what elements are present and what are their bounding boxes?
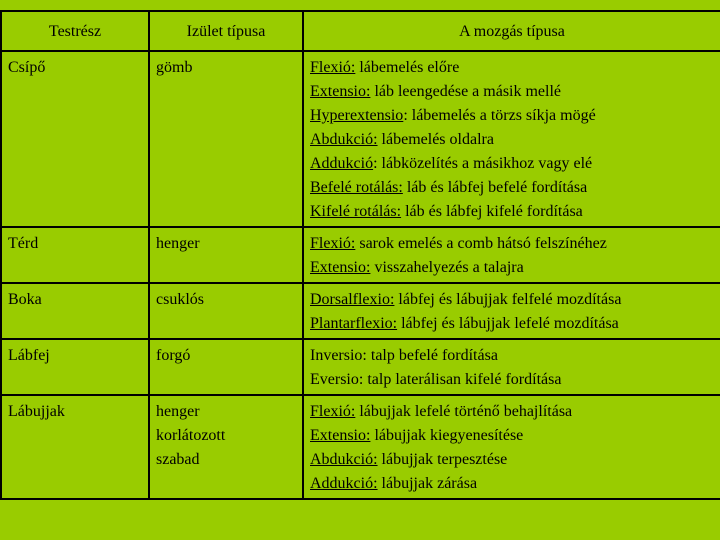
body-part-cell: Térd	[1, 227, 149, 283]
movement-line	[310, 128, 714, 152]
movement-term: Flexió:	[310, 403, 356, 420]
movement-line	[310, 200, 714, 224]
movement-description: lábfej és lábujjak felfelé mozdítása	[394, 291, 622, 308]
joint-type-line: korlátozott	[156, 427, 226, 444]
table-row	[1, 51, 720, 227]
movement-description: sarok emelés a comb hátsó felszínéhez	[355, 235, 607, 252]
movement-term: Addukció:	[310, 475, 378, 492]
table-row	[1, 395, 720, 499]
header-row	[1, 11, 720, 51]
table-row	[1, 339, 720, 395]
movement-line	[310, 152, 714, 176]
movement-line	[310, 344, 714, 368]
movement-description: lábujjak terpesztése	[377, 451, 508, 468]
movement-description: Inversio: talp befelé fordítása	[310, 347, 498, 364]
movement-line	[310, 448, 714, 472]
table-row	[1, 227, 720, 283]
movement-term: Kifelé rotálás:	[310, 203, 402, 220]
movement-line	[310, 56, 714, 80]
movement-description: : lábközelítés a másikhoz vagy elé	[373, 155, 593, 172]
movement-cell	[303, 227, 720, 283]
header-movement-type: A mozgás típusa	[303, 11, 720, 51]
movement-term: Extensio:	[310, 259, 371, 276]
movement-description: lábujjak kiegyenesítése	[370, 427, 524, 444]
movement-cell	[303, 51, 720, 227]
movement-line	[310, 368, 714, 392]
movement-line	[310, 256, 714, 280]
joint-type-cell	[149, 395, 303, 499]
movement-line	[310, 104, 714, 128]
joint-type-line: csuklós	[156, 291, 204, 308]
joint-type-line: henger	[156, 403, 200, 420]
movement-line	[310, 176, 714, 200]
movement-line	[310, 288, 714, 312]
movement-line	[310, 424, 714, 448]
body-part-cell: Lábfej	[1, 339, 149, 395]
movement-cell	[303, 283, 720, 339]
movement-term: Addukció	[310, 155, 374, 172]
movement-description: láb és lábfej befelé fordítása	[402, 179, 588, 196]
joint-type-line: gömb	[156, 59, 193, 76]
movement-term: Extensio:	[310, 83, 371, 100]
movement-term: Extensio:	[310, 427, 371, 444]
movement-description: lábemelés oldalra	[377, 131, 494, 148]
movement-term: Plantarflexio:	[310, 315, 398, 332]
joint-type-cell	[149, 51, 303, 227]
movement-line	[310, 232, 714, 256]
body-part-cell: Csípő	[1, 51, 149, 227]
movement-cell	[303, 339, 720, 395]
movement-line	[310, 80, 714, 104]
movement-description: lábfej és lábujjak lefelé mozdítása	[397, 315, 619, 332]
movement-description: lábujjak lefelé történő behajlítása	[355, 403, 573, 420]
body-part-cell: Boka	[1, 283, 149, 339]
movement-term: Befelé rotálás:	[310, 179, 403, 196]
movement-description: lábemelés előre	[355, 59, 460, 76]
movement-description: láb és lábfej kifelé fordítása	[401, 203, 583, 220]
joint-type-line: szabad	[156, 451, 200, 468]
joint-type-cell	[149, 227, 303, 283]
movement-term: Abdukció:	[310, 451, 378, 468]
joint-type-cell	[149, 283, 303, 339]
table-row	[1, 283, 720, 339]
header-joint-type: Izület típusa	[149, 11, 303, 51]
movement-term: Dorsalflexio:	[310, 291, 395, 308]
movement-cell	[303, 395, 720, 499]
movement-description: visszahelyezés a talajra	[370, 259, 524, 276]
movement-line	[310, 472, 714, 496]
movement-term: Flexió:	[310, 235, 356, 252]
joint-movement-table	[0, 10, 720, 500]
movement-description: : lábemelés a törzs síkja mögé	[403, 107, 596, 124]
movement-line	[310, 312, 714, 336]
movement-term: Hyperextensio	[310, 107, 404, 124]
movement-term: Abdukció:	[310, 131, 378, 148]
movement-line	[310, 400, 714, 424]
joint-type-cell	[149, 339, 303, 395]
joint-type-line: forgó	[156, 347, 191, 364]
header-body-part: Testrész	[1, 11, 149, 51]
body-part-cell: Lábujjak	[1, 395, 149, 499]
movement-term: Flexió:	[310, 59, 356, 76]
movement-description: Eversio: talp laterálisan kifelé fordítása	[310, 371, 562, 388]
movement-description: láb leengedése a másik mellé	[370, 83, 562, 100]
movement-description: lábujjak zárása	[377, 475, 478, 492]
joint-type-line: henger	[156, 235, 200, 252]
